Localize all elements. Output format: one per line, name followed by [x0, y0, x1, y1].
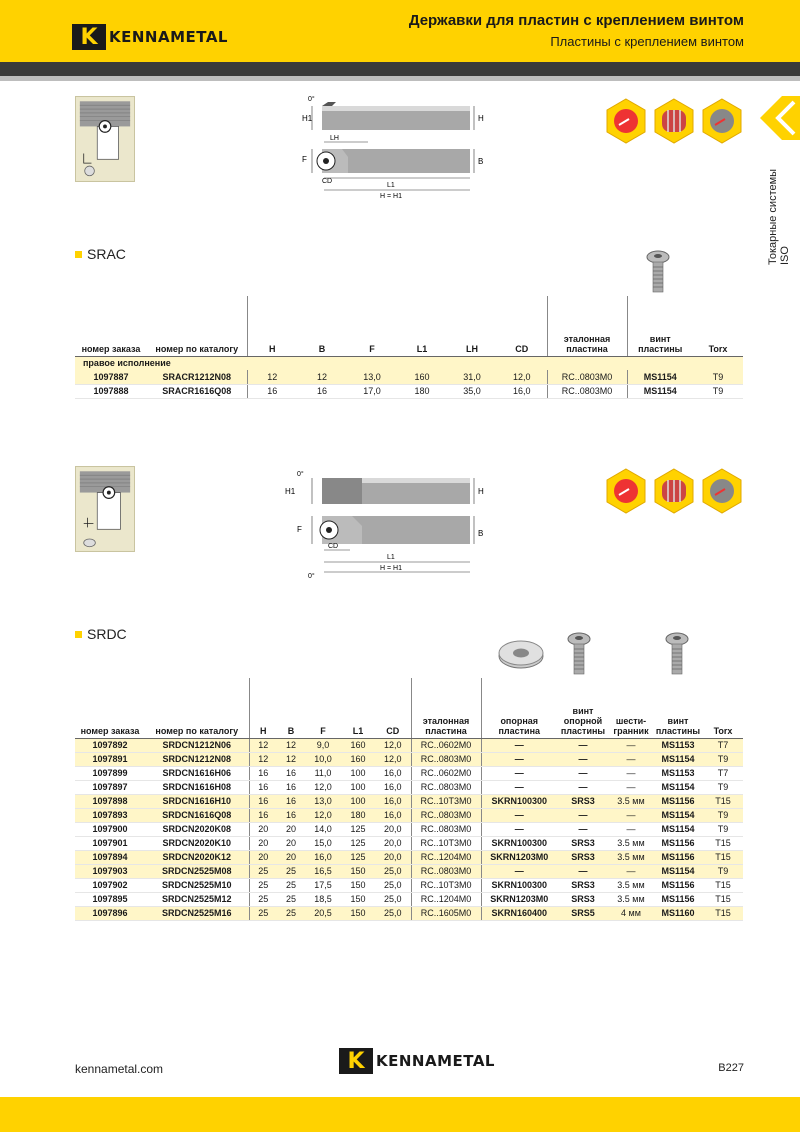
material-hex-icon: [701, 98, 743, 144]
cell-f: 20,5: [305, 906, 341, 920]
cell-torx: T9: [703, 808, 743, 822]
cell-shim: —: [481, 808, 557, 822]
material-hex-icon: [701, 468, 743, 514]
cell-insert-screw: MS1154: [653, 864, 703, 878]
cell-hex-key: —: [609, 808, 653, 822]
cell-shim-screw: —: [557, 864, 609, 878]
table-row[interactable]: [75, 384, 743, 398]
cell-f: 9,0: [305, 738, 341, 752]
cell-shim-screw: —: [557, 808, 609, 822]
shim-icon: [497, 636, 545, 672]
footer-band: [0, 1097, 800, 1132]
cell-cd: 16,0: [375, 794, 411, 808]
cell-b: 16: [277, 808, 305, 822]
srdc-material-icons: [605, 468, 743, 514]
srdc-application-thumbnail: [75, 466, 135, 552]
cell-catalog-number: SRDCN2525M10: [145, 878, 249, 892]
cell-ref-insert: RC..0803M0: [411, 808, 481, 822]
srac-dim-b: B: [478, 157, 484, 166]
srdc-section-heading: [75, 626, 127, 642]
cell-ref-insert: RC..0602M0: [411, 766, 481, 780]
table-row[interactable]: [75, 780, 743, 794]
side-section-label: Токарные системы ISO: [767, 168, 791, 265]
material-hex-icon: [605, 98, 647, 144]
srac-dim-f: F: [302, 155, 307, 164]
cell-b: 16: [297, 384, 347, 398]
cell-l1: 125: [341, 836, 375, 850]
cell-insert-screw: MS1154: [653, 822, 703, 836]
cell-order-number: 1097897: [75, 780, 145, 794]
cell-h: 16: [249, 780, 277, 794]
cell-shim: —: [481, 766, 557, 780]
cell-insert-screw: MS1154: [653, 808, 703, 822]
srdc-dim-h1: H1: [285, 487, 296, 496]
srdc-dim-b: B: [478, 529, 484, 538]
cell-insert-screw: MS1156: [653, 892, 703, 906]
cell-insert-screw: MS1160: [653, 906, 703, 920]
table-row[interactable]: [75, 808, 743, 822]
cell-shim-screw: SRS3: [557, 850, 609, 864]
cell-torx: T15: [703, 892, 743, 906]
col-h: H: [249, 678, 277, 738]
footer-logo-wordmark: KENNAMETAL: [376, 1052, 495, 1070]
cell-order-number: 1097887: [75, 370, 147, 384]
cell-order-number: 1097895: [75, 892, 145, 906]
srac-title: SRAC: [87, 246, 126, 262]
srac-table: [75, 296, 743, 399]
srdc-dim-h: H: [478, 487, 484, 496]
cell-l1: 125: [341, 850, 375, 864]
col-l1: L1: [397, 296, 447, 356]
cell-ref-insert: RC..10T3M0: [411, 878, 481, 892]
cell-l1: 180: [397, 384, 447, 398]
cell-shim-screw: —: [557, 780, 609, 794]
kennametal-logo[interactable]: [72, 24, 228, 50]
cell-shim-screw: —: [557, 752, 609, 766]
cell-ref-insert: RC..0803M0: [411, 864, 481, 878]
cell-order-number: 1097891: [75, 752, 145, 766]
srdc-dim-f: F: [297, 525, 302, 534]
cell-b: 25: [277, 864, 305, 878]
table-group-row: [75, 356, 743, 370]
cell-ref-insert: RC..10T3M0: [411, 794, 481, 808]
cell-cd: 16,0: [497, 384, 547, 398]
cell-catalog-number: SRDCN2525M12: [145, 892, 249, 906]
cell-shim: —: [481, 752, 557, 766]
cell-h: 16: [249, 766, 277, 780]
cell-order-number: 1097902: [75, 878, 145, 892]
srdc-dim-cd: CD: [328, 543, 339, 550]
srdc-title: SRDC: [87, 626, 127, 642]
cell-insert-screw: MS1156: [653, 836, 703, 850]
cell-b: 16: [277, 766, 305, 780]
cell-l1: 100: [341, 794, 375, 808]
cell-torx: T15: [703, 836, 743, 850]
cell-ref-insert: RC..10T3M0: [411, 836, 481, 850]
cell-torx: T15: [703, 794, 743, 808]
cell-shim: SKRN1203M0: [481, 892, 557, 906]
col-b: B: [297, 296, 347, 356]
page-subtitle: Пластины с креплением винтом: [550, 34, 744, 49]
srac-section-heading: [75, 246, 126, 262]
col-f: F: [305, 678, 341, 738]
cell-catalog-number: SRDCN1616H06: [145, 766, 249, 780]
cell-f: 14,0: [305, 822, 341, 836]
insert-screw-icon: [664, 632, 690, 676]
col-shim: опорная пластина: [481, 678, 557, 738]
cell-shim-screw: —: [557, 822, 609, 836]
col-ref-insert: эталонная пластина: [547, 296, 627, 356]
srac-dim-lh: LH: [330, 135, 339, 142]
cell-insert-screw: MS1156: [653, 850, 703, 864]
cell-h: 12: [249, 752, 277, 766]
cell-l1: 150: [341, 906, 375, 920]
cell-insert-screw: MS1154: [653, 752, 703, 766]
insert-screw-icon: [645, 250, 671, 294]
cell-torx: T9: [703, 864, 743, 878]
cell-insert-screw: MS1154: [653, 780, 703, 794]
material-hex-icon: [653, 98, 695, 144]
cell-order-number: 1097893: [75, 808, 145, 822]
col-hex-key: шести-гранник: [609, 678, 653, 738]
srac-application-thumbnail: [75, 96, 135, 182]
srdc-table: [75, 678, 743, 921]
col-torx: Torx: [693, 296, 743, 356]
cell-torx: T9: [693, 370, 743, 384]
cell-catalog-number: SRDCN1212N06: [145, 738, 249, 752]
section-square-icon: [75, 631, 82, 638]
cell-insert-screw: MS1156: [653, 794, 703, 808]
cell-ref-insert: RC..0803M0: [411, 752, 481, 766]
table-row[interactable]: [75, 864, 743, 878]
logo-wordmark: KENNAMETAL: [109, 28, 228, 46]
col-b: B: [277, 678, 305, 738]
cell-ref-insert: RC..1204M0: [411, 850, 481, 864]
col-f: F: [347, 296, 397, 356]
cell-h: 12: [247, 370, 297, 384]
cell-insert-screw: MS1156: [653, 878, 703, 892]
cell-ref-insert: RC..1204M0: [411, 892, 481, 906]
cell-shim: SKRN100300: [481, 836, 557, 850]
cell-torx: T15: [703, 878, 743, 892]
cell-order-number: 1097901: [75, 836, 145, 850]
col-ref-insert: эталонная пластина: [411, 678, 481, 738]
cell-ref-insert: RC..0803M0: [411, 780, 481, 794]
srac-dim-h1: H1: [302, 114, 313, 123]
cell-shim-screw: SRS5: [557, 906, 609, 920]
cell-l1: 100: [341, 780, 375, 794]
cell-hex-key: 3.5 мм: [609, 878, 653, 892]
cell-b: 12: [277, 738, 305, 752]
cell-catalog-number: SRDCN1616H08: [145, 780, 249, 794]
chevron-left-icon: [760, 96, 800, 140]
cell-catalog-number: SRDCN2525M08: [145, 864, 249, 878]
cell-shim-screw: SRS3: [557, 878, 609, 892]
cell-h: 20: [249, 822, 277, 836]
cell-order-number: 1097898: [75, 794, 145, 808]
cell-h: 16: [249, 808, 277, 822]
cell-cd: 25,0: [375, 878, 411, 892]
cell-catalog-number: SRDCN2525M16: [145, 906, 249, 920]
cell-h: 16: [247, 384, 297, 398]
srdc-dim-l1: L1: [387, 554, 395, 561]
srac-dim-l1: L1: [387, 182, 395, 189]
cell-cd: 12,0: [375, 738, 411, 752]
cell-shim: SKRN160400: [481, 906, 557, 920]
cell-shim: SKRN1203M0: [481, 850, 557, 864]
cell-insert-screw: MS1154: [627, 370, 693, 384]
col-h: H: [247, 296, 297, 356]
cell-f: 12,0: [305, 808, 341, 822]
cell-shim: SKRN100300: [481, 794, 557, 808]
cell-order-number: 1097900: [75, 822, 145, 836]
cell-cd: 16,0: [375, 808, 411, 822]
col-catalog-number: номер по каталогу: [145, 678, 249, 738]
kennametal-logo-icon: K: [72, 24, 106, 50]
cell-hex-key: —: [609, 766, 653, 780]
cell-cd: 20,0: [375, 822, 411, 836]
cell-shim-screw: —: [557, 766, 609, 780]
cell-f: 16,5: [305, 864, 341, 878]
material-hex-icon: [605, 468, 647, 514]
srac-material-icons: [605, 98, 743, 144]
cell-f: 11,0: [305, 766, 341, 780]
cell-lh: 31,0: [447, 370, 497, 384]
cell-b: 12: [297, 370, 347, 384]
cell-hex-key: 3.5 мм: [609, 794, 653, 808]
col-torx: Torx: [703, 678, 743, 738]
cell-insert-screw: MS1154: [627, 384, 693, 398]
cell-f: 12,0: [305, 780, 341, 794]
col-l1: L1: [341, 678, 375, 738]
cell-b: 20: [277, 850, 305, 864]
cell-lh: 35,0: [447, 384, 497, 398]
cell-hex-key: —: [609, 738, 653, 752]
col-order-number: номер заказа: [75, 678, 145, 738]
footer-kennametal-logo: [339, 1048, 495, 1074]
footer-url[interactable]: kennametal.com: [75, 1062, 164, 1076]
cell-catalog-number: SRDCN1616H10: [145, 794, 249, 808]
cell-torx: T9: [703, 752, 743, 766]
cell-torx: T15: [703, 906, 743, 920]
cell-hex-key: —: [609, 822, 653, 836]
cell-f: 13,0: [305, 794, 341, 808]
srdc-dim-angle-top: 0°: [297, 471, 304, 478]
cell-l1: 100: [341, 766, 375, 780]
cell-ref-insert: RC..1605M0: [411, 906, 481, 920]
cell-order-number: 1097892: [75, 738, 145, 752]
cell-h: 20: [249, 836, 277, 850]
material-hex-icon: [653, 468, 695, 514]
page-number: B227: [718, 1062, 744, 1074]
table-row[interactable]: [75, 370, 743, 384]
cell-cd: 20,0: [375, 836, 411, 850]
cell-cd: 12,0: [497, 370, 547, 384]
srdc-dim-hh1: H = H1: [380, 565, 402, 572]
cell-b: 20: [277, 836, 305, 850]
cell-shim-screw: —: [557, 738, 609, 752]
cell-catalog-number: SRACR1212N08: [147, 370, 247, 384]
table-row[interactable]: [75, 892, 743, 906]
cell-hex-key: 3.5 мм: [609, 892, 653, 906]
col-lh: LH: [447, 296, 497, 356]
cell-h: 25: [249, 878, 277, 892]
cell-shim: —: [481, 780, 557, 794]
srac-dim-hh1: H = H1: [380, 193, 402, 200]
cell-hex-key: —: [609, 864, 653, 878]
cell-torx: T7: [703, 738, 743, 752]
cell-f: 17,0: [347, 384, 397, 398]
cell-f: 13,0: [347, 370, 397, 384]
cell-shim: —: [481, 864, 557, 878]
cell-order-number: 1097896: [75, 906, 145, 920]
cell-catalog-number: SRDCN2020K10: [145, 836, 249, 850]
cell-f: 18,5: [305, 892, 341, 906]
cell-cd: 12,0: [375, 752, 411, 766]
cell-ref-insert: RC..0803M0: [547, 370, 627, 384]
cell-catalog-number: SRDCN2020K08: [145, 822, 249, 836]
cell-hex-key: —: [609, 780, 653, 794]
cell-l1: 150: [341, 892, 375, 906]
page-title: Державки для пластин с креплением винтом: [408, 12, 744, 29]
col-order-number: номер заказа: [75, 296, 147, 356]
cell-catalog-number: SRDCN1212N08: [145, 752, 249, 766]
cell-f: 10,0: [305, 752, 341, 766]
table-row[interactable]: [75, 878, 743, 892]
cell-hex-key: —: [609, 752, 653, 766]
cell-catalog-number: SRACR1616Q08: [147, 384, 247, 398]
cell-hex-key: 3.5 мм: [609, 836, 653, 850]
srac-dimension-drawing: [282, 94, 492, 202]
srac-dim-cd: CD: [322, 178, 333, 185]
cell-cd: 25,0: [375, 906, 411, 920]
col-catalog-number: номер по каталогу: [147, 296, 247, 356]
cell-h: 16: [249, 794, 277, 808]
col-cd: CD: [497, 296, 547, 356]
cell-shim: —: [481, 738, 557, 752]
cell-h: 25: [249, 906, 277, 920]
cell-hex-key: 4 мм: [609, 906, 653, 920]
cell-order-number: 1097888: [75, 384, 147, 398]
table-row[interactable]: [75, 752, 743, 766]
cell-shim-screw: SRS3: [557, 836, 609, 850]
table-header-row: [75, 296, 743, 356]
cell-shim: —: [481, 822, 557, 836]
cell-f: 16,0: [305, 850, 341, 864]
srac-dim-angle: 0°: [308, 96, 315, 103]
table-row[interactable]: [75, 822, 743, 836]
table-row[interactable]: [75, 906, 743, 920]
cell-b: 12: [277, 752, 305, 766]
cell-l1: 160: [341, 738, 375, 752]
table-row[interactable]: [75, 738, 743, 752]
section-square-icon: [75, 251, 82, 258]
table-row[interactable]: [75, 794, 743, 808]
shim-screw-icon: [566, 632, 592, 676]
cell-ref-insert: RC..0602M0: [411, 738, 481, 752]
cell-h: 20: [249, 850, 277, 864]
cell-b: 25: [277, 878, 305, 892]
cell-h: 25: [249, 892, 277, 906]
group-label: правое исполнение: [75, 356, 743, 370]
cell-shim: SKRN100300: [481, 878, 557, 892]
col-insert-screw: винт пластины: [653, 678, 703, 738]
cell-order-number: 1097899: [75, 766, 145, 780]
cell-cd: 25,0: [375, 864, 411, 878]
cell-order-number: 1097894: [75, 850, 145, 864]
cell-f: 15,0: [305, 836, 341, 850]
cell-h: 12: [249, 738, 277, 752]
header-stripe: [0, 62, 800, 76]
cell-shim-screw: SRS3: [557, 892, 609, 906]
table-row[interactable]: [75, 766, 743, 780]
cell-insert-screw: MS1153: [653, 738, 703, 752]
cell-l1: 180: [341, 808, 375, 822]
srdc-dimension-drawing: [282, 466, 492, 582]
col-cd: CD: [375, 678, 411, 738]
cell-b: 16: [277, 780, 305, 794]
cell-ref-insert: RC..0803M0: [411, 822, 481, 836]
cell-l1: 160: [341, 752, 375, 766]
cell-ref-insert: RC..0803M0: [547, 384, 627, 398]
srdc-dim-angle-bottom: 0°: [308, 573, 315, 580]
cell-l1: 160: [397, 370, 447, 384]
cell-order-number: 1097903: [75, 864, 145, 878]
cell-l1: 150: [341, 878, 375, 892]
cell-cd: 16,0: [375, 780, 411, 794]
table-row[interactable]: [75, 850, 743, 864]
cell-torx: T15: [703, 850, 743, 864]
cell-h: 25: [249, 864, 277, 878]
srac-dim-h: H: [478, 114, 484, 123]
cell-b: 25: [277, 906, 305, 920]
cell-b: 16: [277, 794, 305, 808]
cell-catalog-number: SRDCN1616Q08: [145, 808, 249, 822]
cell-cd: 16,0: [375, 766, 411, 780]
cell-torx: T9: [703, 822, 743, 836]
cell-cd: 25,0: [375, 892, 411, 906]
cell-shim-screw: SRS3: [557, 794, 609, 808]
cell-torx: T9: [703, 780, 743, 794]
table-header-row: [75, 678, 743, 738]
cell-b: 25: [277, 892, 305, 906]
table-row[interactable]: [75, 836, 743, 850]
cell-cd: 20,0: [375, 850, 411, 864]
cell-b: 20: [277, 822, 305, 836]
cell-catalog-number: SRDCN2020K12: [145, 850, 249, 864]
col-insert-screw: винт пластины: [627, 296, 693, 356]
kennametal-logo-icon: K: [339, 1048, 373, 1074]
header-stripe-light: [0, 76, 800, 81]
cell-insert-screw: MS1153: [653, 766, 703, 780]
cell-f: 17,5: [305, 878, 341, 892]
cell-l1: 150: [341, 864, 375, 878]
cell-l1: 125: [341, 822, 375, 836]
cell-torx: T9: [693, 384, 743, 398]
col-shim-screw: винт опорной пластины: [557, 678, 609, 738]
cell-hex-key: 3.5 мм: [609, 850, 653, 864]
cell-torx: T7: [703, 766, 743, 780]
